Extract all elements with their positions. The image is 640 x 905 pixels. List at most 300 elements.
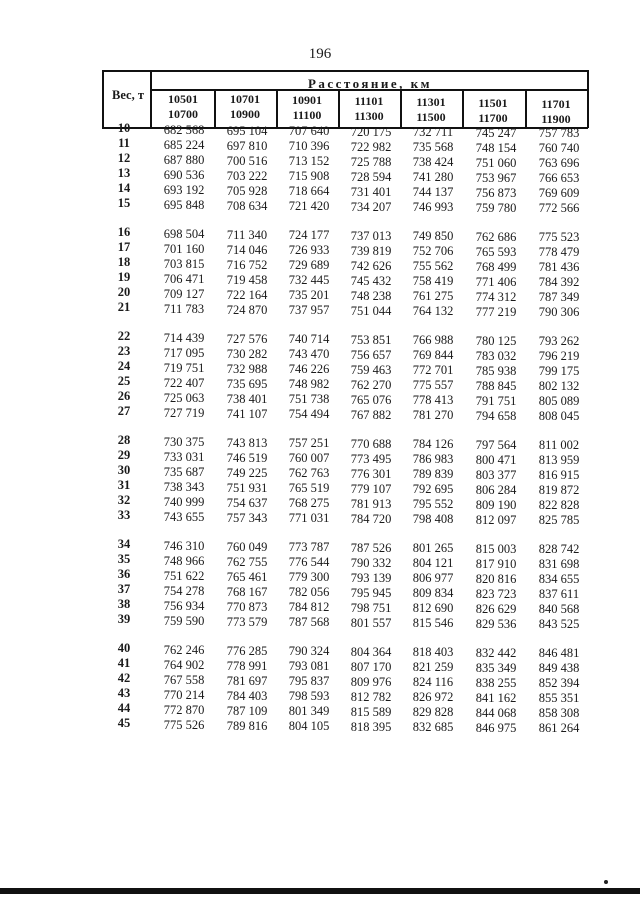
value-cell: 767 882 [350, 407, 392, 422]
weight-cell: 24 [117, 359, 131, 373]
table-row [0, 359, 640, 379]
value-cell: 807 170 [350, 659, 392, 674]
value-cell: 755 562 [412, 259, 454, 274]
range-from: 11101 [354, 94, 384, 108]
value-cell: 776 544 [288, 555, 330, 569]
value-cell: 718 664 [288, 184, 330, 198]
weight-cell: 37 [117, 582, 131, 596]
value-cell: 795 552 [412, 497, 454, 512]
value-cell: 793 081 [288, 659, 330, 673]
value-cell: 790 324 [288, 644, 330, 658]
value-cell: 790 332 [350, 555, 392, 570]
value-cell: 769 844 [412, 348, 454, 363]
value-cell: 818 395 [350, 719, 392, 734]
table-row [0, 389, 640, 409]
value-cell: 832 685 [412, 720, 454, 735]
value-cell: 722 164 [226, 287, 268, 302]
value-cell: 812 690 [412, 601, 454, 616]
value-cell: 806 977 [412, 571, 454, 586]
weight-cell: 44 [117, 701, 131, 715]
table-row [0, 582, 640, 602]
value-cell: 754 494 [288, 407, 330, 421]
value-cell: 751 738 [288, 392, 330, 406]
table-row [0, 166, 640, 186]
value-cell: 772 701 [412, 363, 454, 378]
value-cell: 690 536 [163, 168, 205, 182]
value-cell: 703 222 [226, 168, 268, 183]
page-number: 196 [308, 46, 332, 62]
weight-cell: 10 [117, 121, 131, 135]
value-cell: 743 813 [226, 435, 268, 450]
table-row [0, 508, 640, 528]
value-cell: 793 139 [350, 570, 392, 585]
value-cell: 768 499 [475, 259, 517, 274]
value-cell: 837 611 [538, 587, 580, 602]
value-cell: 748 238 [350, 288, 392, 303]
value-cell: 818 403 [412, 645, 454, 660]
table-row [0, 181, 640, 201]
value-cell: 770 214 [163, 688, 205, 702]
value-cell: 748 154 [475, 140, 517, 155]
value-cell: 784 720 [350, 511, 392, 526]
value-cell: 792 695 [412, 482, 454, 497]
value-cell: 838 255 [475, 675, 517, 690]
value-cell: 775 557 [412, 378, 454, 393]
table-row [0, 448, 640, 468]
value-cell: 815 589 [350, 704, 392, 719]
value-cell: 783 032 [475, 348, 517, 363]
value-cell: 824 116 [412, 675, 454, 690]
value-cell: 721 420 [288, 199, 330, 213]
value-cell: 732 711 [412, 125, 454, 140]
value-cell: 843 525 [538, 617, 580, 632]
value-cell: 762 686 [475, 229, 517, 244]
value-cell: 743 655 [163, 510, 205, 524]
value-cell: 707 640 [288, 124, 330, 138]
value-cell: 773 787 [288, 540, 330, 554]
value-cell: 762 246 [163, 643, 205, 657]
value-cell: 714 046 [226, 242, 268, 257]
value-cell: 719 458 [226, 272, 268, 287]
weight-cell: 29 [117, 448, 131, 462]
table-row [0, 463, 640, 483]
weight-cell: 32 [117, 493, 131, 507]
value-cell: 849 438 [538, 661, 580, 676]
value-cell: 748 982 [288, 377, 330, 391]
value-cell: 784 126 [412, 437, 454, 452]
value-cell: 746 226 [288, 362, 330, 376]
header-left-rule [102, 70, 104, 128]
weight-cell: 30 [117, 463, 131, 477]
range-from: 11301 [416, 95, 446, 109]
value-cell: 749 225 [226, 465, 268, 480]
weight-cell: 33 [117, 508, 131, 522]
value-cell: 733 031 [163, 450, 205, 464]
table-row [0, 567, 640, 587]
value-cell: 717 095 [163, 346, 205, 360]
weight-cell: 12 [117, 151, 131, 165]
value-cell: 729 689 [288, 258, 330, 272]
range-to: 11900 [541, 112, 571, 126]
range-to: 10900 [230, 107, 260, 121]
value-cell: 735 568 [412, 140, 454, 155]
value-cell: 738 343 [163, 480, 205, 494]
value-cell: 745 432 [350, 273, 392, 288]
value-cell: 781 697 [226, 673, 268, 688]
value-cell: 722 407 [163, 376, 205, 390]
scan-edge-bar [0, 888, 640, 894]
table-row [0, 671, 640, 691]
value-cell: 791 751 [475, 393, 517, 408]
value-cell: 724 870 [226, 302, 268, 317]
table-row [0, 612, 640, 632]
value-cell: 764 132 [412, 304, 454, 319]
value-cell: 738 401 [226, 391, 268, 406]
weight-cell: 45 [117, 716, 131, 730]
value-cell: 776 301 [350, 466, 392, 481]
value-cell: 779 300 [288, 570, 330, 584]
table-row [0, 344, 640, 364]
range-to: 11700 [478, 111, 508, 125]
value-cell: 768 167 [226, 584, 268, 599]
value-cell: 801 349 [288, 704, 330, 718]
value-cell: 797 564 [475, 437, 517, 452]
value-cell: 776 285 [226, 643, 268, 658]
value-cell: 767 558 [163, 673, 205, 687]
table-row [0, 374, 640, 394]
value-cell: 742 626 [350, 258, 392, 273]
value-cell: 802 132 [538, 379, 580, 394]
value-cell: 780 125 [475, 333, 517, 348]
range-to: 11100 [292, 108, 322, 122]
value-cell: 693 192 [163, 183, 205, 197]
range-from: 10701 [230, 92, 260, 106]
table-row [0, 641, 640, 661]
value-cell: 687 880 [163, 153, 205, 167]
value-cell: 715 908 [288, 169, 330, 183]
value-cell: 762 763 [288, 466, 330, 480]
table-row [0, 196, 640, 216]
table-row [0, 300, 640, 320]
value-cell: 719 751 [163, 361, 205, 375]
value-cell: 751 060 [475, 155, 517, 170]
value-cell: 786 983 [412, 452, 454, 467]
value-cell: 760 049 [226, 539, 268, 554]
value-cell: 815 003 [475, 541, 517, 556]
value-cell: 778 991 [226, 658, 268, 673]
value-cell: 829 536 [475, 616, 517, 631]
value-cell: 752 706 [412, 244, 454, 259]
table-row [0, 478, 640, 498]
value-cell: 754 637 [226, 495, 268, 510]
table-row [0, 537, 640, 557]
value-cell: 759 590 [163, 614, 205, 628]
value-cell: 798 408 [412, 512, 454, 527]
value-cell: 725 063 [163, 391, 205, 405]
weight-cell: 14 [117, 181, 131, 195]
value-cell: 777 219 [475, 304, 517, 319]
value-cell: 726 933 [288, 243, 330, 257]
value-cell: 809 190 [475, 497, 517, 512]
value-cell: 793 262 [538, 334, 580, 349]
value-cell: 754 278 [163, 584, 205, 598]
weight-cell: 38 [117, 597, 131, 611]
value-cell: 801 265 [412, 541, 454, 556]
value-cell: 781 913 [350, 496, 392, 511]
range-from: 10901 [292, 93, 322, 107]
value-cell: 795 945 [350, 585, 392, 600]
value-cell: 816 915 [538, 468, 580, 483]
table-row [0, 151, 640, 171]
value-cell: 751 044 [350, 303, 392, 318]
table-row [0, 136, 640, 156]
range-from: 11701 [541, 97, 571, 111]
value-cell: 751 931 [226, 480, 268, 495]
value-cell: 812 782 [350, 689, 392, 704]
value-cell: 828 742 [538, 542, 580, 557]
value-cell: 844 068 [475, 705, 517, 720]
value-cell: 831 698 [538, 557, 580, 572]
value-cell: 794 658 [475, 408, 517, 423]
value-cell: 812 097 [475, 512, 517, 527]
value-cell: 771 031 [288, 511, 330, 525]
value-cell: 787 568 [288, 615, 330, 629]
value-cell: 771 406 [475, 274, 517, 289]
value-cell: 806 284 [475, 482, 517, 497]
value-cell: 727 576 [226, 331, 268, 346]
distance-range-header [339, 94, 399, 124]
value-cell: 698 504 [163, 227, 205, 241]
value-cell: 765 076 [350, 392, 392, 407]
value-cell: 858 308 [538, 706, 580, 721]
weight-cell: 17 [117, 240, 131, 254]
value-cell: 787 526 [350, 540, 392, 555]
value-cell: 739 819 [350, 243, 392, 258]
value-cell: 804 121 [412, 556, 454, 571]
value-cell: 770 688 [350, 436, 392, 451]
table-row [0, 552, 640, 572]
weight-column-header: Вес, т [112, 88, 144, 102]
value-cell: 789 816 [226, 718, 268, 733]
table-row [0, 121, 640, 141]
weight-cell: 11 [118, 136, 130, 150]
distance-range-header [277, 93, 337, 123]
value-cell: 787 109 [226, 703, 268, 718]
weight-cell: 22 [117, 329, 131, 343]
value-cell: 730 375 [163, 435, 205, 449]
value-cell: 801 557 [350, 615, 392, 630]
weight-cell: 13 [117, 166, 131, 180]
value-cell: 764 902 [163, 658, 205, 672]
value-cell: 760 740 [538, 141, 580, 156]
value-cell: 708 634 [226, 198, 268, 213]
value-cell: 749 850 [412, 229, 454, 244]
value-cell: 735 201 [288, 288, 330, 302]
value-cell: 761 275 [412, 289, 454, 304]
value-cell: 819 872 [538, 483, 580, 498]
table-row [0, 240, 640, 260]
value-cell: 748 966 [163, 554, 205, 568]
value-cell: 757 783 [538, 126, 580, 141]
table-row [0, 285, 640, 305]
value-cell: 778 413 [412, 393, 454, 408]
range-from: 11501 [478, 96, 508, 110]
value-cell: 811 002 [538, 438, 580, 453]
table-row [0, 686, 640, 706]
value-cell: 737 013 [350, 228, 392, 243]
value-cell: 772 566 [538, 201, 580, 216]
value-cell: 825 785 [538, 513, 580, 528]
value-cell: 841 162 [475, 690, 517, 705]
value-cell: 709 127 [163, 287, 205, 301]
value-cell: 817 910 [475, 556, 517, 571]
value-cell: 790 306 [538, 305, 580, 320]
value-cell: 805 089 [538, 394, 580, 409]
value-cell: 832 442 [475, 645, 517, 660]
value-cell: 775 526 [163, 718, 205, 732]
weight-cell: 35 [117, 552, 131, 566]
value-cell: 766 988 [412, 333, 454, 348]
value-cell: 759 780 [475, 200, 517, 215]
value-cell: 855 351 [538, 691, 580, 706]
value-cell: 714 439 [163, 331, 205, 345]
table-row [0, 404, 640, 424]
value-cell: 800 471 [475, 452, 517, 467]
value-cell: 803 377 [475, 467, 517, 482]
value-cell: 744 137 [412, 185, 454, 200]
value-cell: 760 007 [288, 451, 330, 465]
value-cell: 746 310 [163, 539, 205, 553]
scan-mark [604, 880, 608, 884]
weight-cell: 40 [117, 641, 131, 655]
value-cell: 758 419 [412, 274, 454, 289]
weight-cell: 18 [117, 255, 131, 269]
value-cell: 756 934 [163, 599, 205, 613]
table-row [0, 493, 640, 513]
table-row [0, 597, 640, 617]
distance-range-header [153, 92, 213, 122]
value-cell: 734 207 [350, 199, 392, 214]
value-cell: 762 755 [226, 554, 268, 569]
value-cell: 735 687 [163, 465, 205, 479]
value-cell: 846 481 [538, 646, 580, 661]
table-row [0, 225, 640, 245]
distance-range-header [215, 92, 275, 122]
value-cell: 768 275 [288, 496, 330, 510]
value-cell: 765 593 [475, 244, 517, 259]
value-cell: 731 401 [350, 184, 392, 199]
value-cell: 766 653 [538, 171, 580, 186]
value-cell: 682 568 [163, 123, 205, 137]
weight-cell: 20 [117, 285, 131, 299]
value-cell: 815 546 [412, 616, 454, 631]
value-cell: 834 655 [538, 572, 580, 587]
value-cell: 685 224 [163, 138, 205, 152]
value-cell: 732 445 [288, 273, 330, 287]
weight-cell: 25 [117, 374, 131, 388]
value-cell: 784 403 [226, 688, 268, 703]
value-cell: 782 056 [288, 585, 330, 599]
value-cell: 751 622 [163, 569, 205, 583]
value-cell: 753 851 [350, 332, 392, 347]
value-cell: 720 175 [350, 124, 392, 139]
value-cell: 759 463 [350, 362, 392, 377]
value-cell: 741 280 [412, 170, 454, 185]
value-cell: 710 396 [288, 139, 330, 153]
weight-cell: 43 [117, 686, 131, 700]
value-cell: 779 107 [350, 481, 392, 496]
value-cell: 738 424 [412, 155, 454, 170]
value-cell: 756 873 [475, 185, 517, 200]
weight-cell: 19 [117, 270, 131, 284]
table-row [0, 433, 640, 453]
value-cell: 822 828 [538, 498, 580, 513]
value-cell: 722 982 [350, 139, 392, 154]
weight-cell: 23 [117, 344, 131, 358]
value-cell: 765 519 [288, 481, 330, 495]
value-cell: 716 752 [226, 257, 268, 272]
value-cell: 728 594 [350, 169, 392, 184]
weight-cell: 26 [117, 389, 131, 403]
value-cell: 743 470 [288, 347, 330, 361]
weight-cell: 16 [117, 225, 131, 239]
table-row [0, 255, 640, 275]
value-cell: 787 349 [538, 290, 580, 305]
value-cell: 852 394 [538, 676, 580, 691]
table-row [0, 656, 640, 676]
value-cell: 826 629 [475, 601, 517, 616]
value-cell: 711 340 [226, 227, 268, 242]
value-cell: 784 392 [538, 275, 580, 290]
range-to: 11300 [354, 109, 384, 123]
value-cell: 727 719 [163, 406, 205, 420]
value-cell: 798 593 [288, 689, 330, 703]
table-row [0, 716, 640, 736]
value-cell: 798 751 [350, 600, 392, 615]
value-cell: 820 816 [475, 571, 517, 586]
value-cell: 711 783 [163, 302, 205, 316]
value-cell: 861 264 [538, 721, 580, 736]
value-cell: 765 461 [226, 569, 268, 584]
value-cell: 753 967 [475, 170, 517, 185]
value-cell: 774 312 [475, 289, 517, 304]
value-cell: 804 105 [288, 719, 330, 733]
value-cell: 784 812 [288, 600, 330, 614]
value-cell: 823 723 [475, 586, 517, 601]
value-cell: 796 219 [538, 349, 580, 364]
value-cell: 695 104 [226, 123, 268, 138]
table-row [0, 329, 640, 349]
value-cell: 781 270 [412, 408, 454, 423]
value-cell: 703 815 [163, 257, 205, 271]
weight-cell: 42 [117, 671, 131, 685]
value-cell: 829 828 [412, 705, 454, 720]
value-cell: 745 247 [475, 125, 517, 140]
value-cell: 788 845 [475, 378, 517, 393]
value-cell: 809 834 [412, 586, 454, 601]
weight-cell: 31 [117, 478, 131, 492]
value-cell: 808 045 [538, 409, 580, 424]
value-cell: 804 364 [350, 644, 392, 659]
value-cell: 695 848 [163, 198, 205, 212]
range-to: 11500 [416, 110, 446, 124]
value-cell: 809 976 [350, 674, 392, 689]
value-cell: 735 695 [226, 376, 268, 391]
value-cell: 762 270 [350, 377, 392, 392]
value-cell: 773 495 [350, 451, 392, 466]
weight-cell: 34 [117, 537, 131, 551]
value-cell: 737 957 [288, 303, 330, 317]
